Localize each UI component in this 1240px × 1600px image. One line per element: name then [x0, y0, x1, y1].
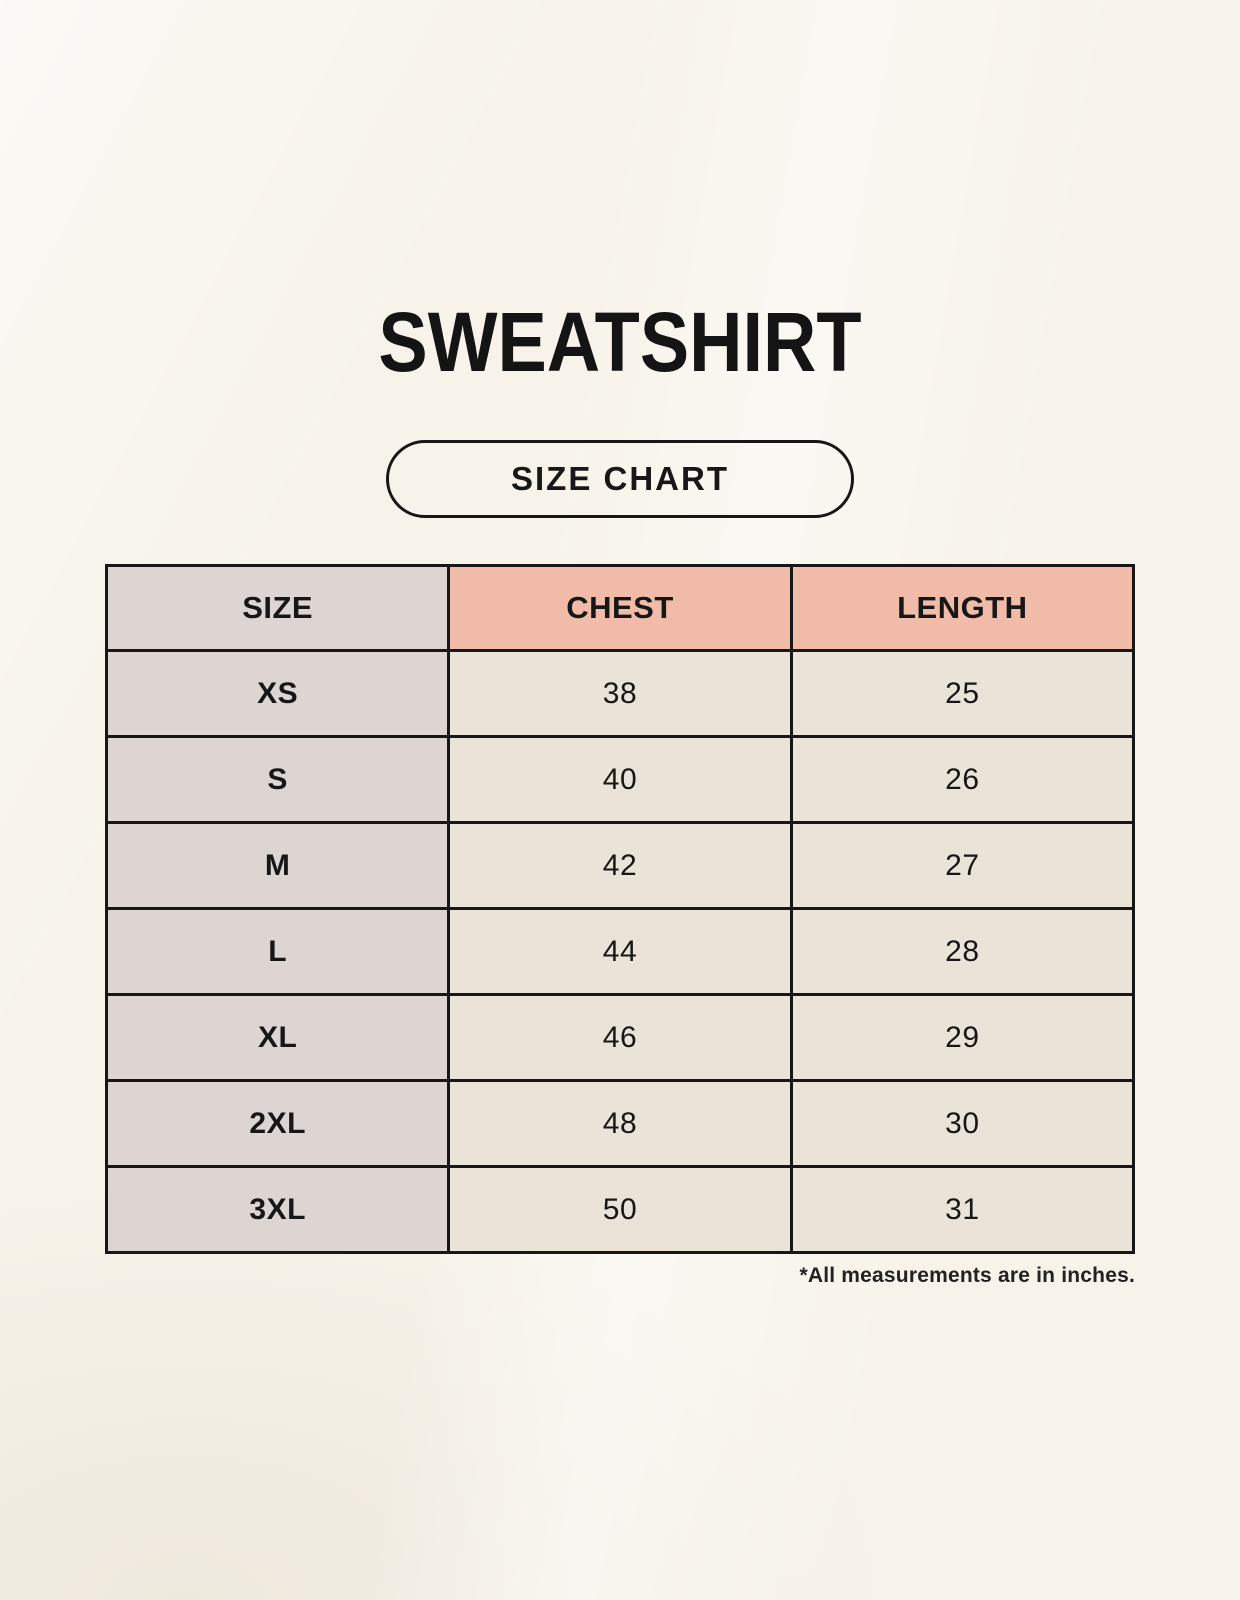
length-cell: 27	[791, 823, 1133, 909]
chest-cell: 42	[449, 823, 791, 909]
size-table-container	[105, 564, 1135, 1288]
length-cell: 28	[791, 909, 1133, 995]
length-cell: 26	[791, 737, 1133, 823]
size-chart-button-label: SIZE CHART	[511, 460, 729, 497]
length-cell: 25	[791, 651, 1133, 737]
chest-cell: 38	[449, 651, 791, 737]
column-header-chest: CHEST	[449, 566, 791, 651]
page-title: SWEATSHIRT	[378, 295, 862, 389]
size-cell: L	[107, 909, 449, 995]
length-cell: 31	[791, 1167, 1133, 1253]
table-row-xl	[107, 995, 1134, 1081]
length-cell: 29	[791, 995, 1133, 1081]
size-cell: 3XL	[107, 1167, 449, 1253]
size-cell: S	[107, 737, 449, 823]
table-row-3xl	[107, 1167, 1134, 1253]
size-table	[105, 564, 1135, 1254]
table-row-m	[107, 823, 1134, 909]
chest-cell: 44	[449, 909, 791, 995]
chest-cell: 40	[449, 737, 791, 823]
chest-cell: 50	[449, 1167, 791, 1253]
size-cell: M	[107, 823, 449, 909]
size-cell: 2XL	[107, 1081, 449, 1167]
size-cell: XS	[107, 651, 449, 737]
measurements-footnote: *All measurements are in inches.	[799, 1264, 1135, 1287]
column-header-length: LENGTH	[791, 566, 1133, 651]
table-header-row	[107, 566, 1134, 651]
column-header-size: SIZE	[107, 566, 449, 651]
table-row-2xl	[107, 1081, 1134, 1167]
table-row-s	[107, 737, 1134, 823]
chest-cell: 46	[449, 995, 791, 1081]
table-row-l	[107, 909, 1134, 995]
chest-cell: 48	[449, 1081, 791, 1167]
size-chart-button[interactable]	[386, 440, 854, 518]
size-cell: XL	[107, 995, 449, 1081]
length-cell: 30	[791, 1081, 1133, 1167]
table-row-xs	[107, 651, 1134, 737]
